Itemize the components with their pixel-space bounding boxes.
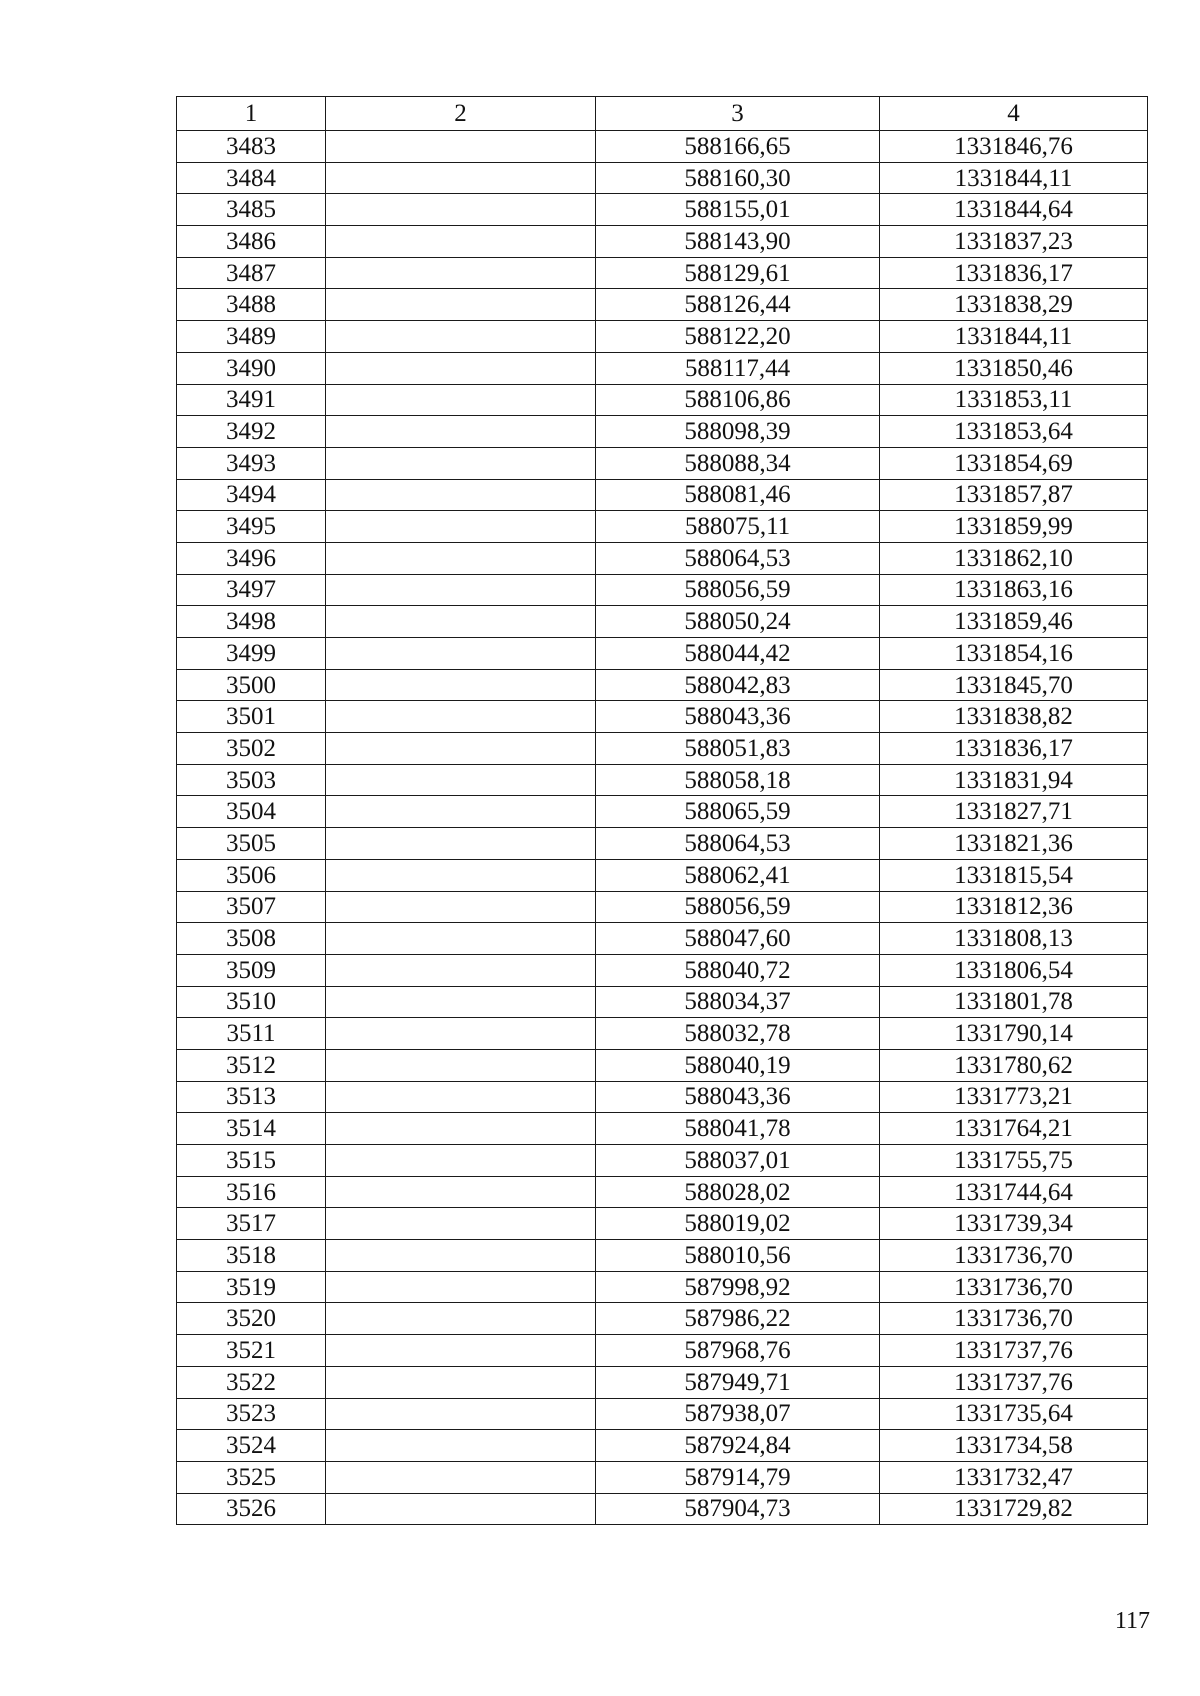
table-row — [177, 1366, 1148, 1398]
table-row — [177, 891, 1148, 923]
description-cell — [326, 1113, 596, 1145]
point-number-cell: 3507 — [177, 891, 326, 923]
x-coordinate-cell: 588010,56 — [596, 1240, 880, 1272]
x-coordinate-cell: 588044,42 — [596, 638, 880, 670]
point-number-cell: 3500 — [177, 669, 326, 701]
description-cell — [326, 194, 596, 226]
y-coordinate-cell: 1331863,16 — [880, 574, 1148, 606]
description-cell — [326, 796, 596, 828]
point-number-cell: 3483 — [177, 131, 326, 163]
header-row — [177, 97, 1148, 131]
x-coordinate-cell: 588122,20 — [596, 321, 880, 353]
table-row — [177, 1493, 1148, 1525]
x-coordinate-cell: 588040,19 — [596, 1049, 880, 1081]
description-cell — [326, 131, 596, 163]
table-row — [177, 162, 1148, 194]
table-row — [177, 289, 1148, 321]
y-coordinate-cell: 1331845,70 — [880, 669, 1148, 701]
x-coordinate-cell: 587904,73 — [596, 1493, 880, 1525]
x-coordinate-cell: 588050,24 — [596, 606, 880, 638]
x-coordinate-cell: 588126,44 — [596, 289, 880, 321]
table-row — [177, 321, 1148, 353]
description-cell — [326, 479, 596, 511]
description-cell — [326, 447, 596, 479]
point-number-cell: 3493 — [177, 447, 326, 479]
y-coordinate-cell: 1331773,21 — [880, 1081, 1148, 1113]
description-cell — [326, 226, 596, 258]
x-coordinate-cell: 588032,78 — [596, 1018, 880, 1050]
description-cell — [326, 891, 596, 923]
y-coordinate-cell: 1331853,64 — [880, 416, 1148, 448]
description-cell — [326, 1461, 596, 1493]
description-cell — [326, 669, 596, 701]
y-coordinate-cell: 1331838,82 — [880, 701, 1148, 733]
point-number-cell: 3526 — [177, 1493, 326, 1525]
y-coordinate-cell: 1331846,76 — [880, 131, 1148, 163]
point-number-cell: 3514 — [177, 1113, 326, 1145]
y-coordinate-cell: 1331735,64 — [880, 1398, 1148, 1430]
header-cell-col-1: 1 — [177, 97, 326, 131]
point-number-cell: 3486 — [177, 226, 326, 258]
point-number-cell: 3499 — [177, 638, 326, 670]
table-row — [177, 638, 1148, 670]
x-coordinate-cell: 588028,02 — [596, 1176, 880, 1208]
x-coordinate-cell: 588019,02 — [596, 1208, 880, 1240]
table-row — [177, 542, 1148, 574]
x-coordinate-cell: 588051,83 — [596, 733, 880, 765]
y-coordinate-cell: 1331729,82 — [880, 1493, 1148, 1525]
table-row — [177, 1145, 1148, 1177]
x-coordinate-cell: 588098,39 — [596, 416, 880, 448]
description-cell — [326, 1018, 596, 1050]
point-number-cell: 3512 — [177, 1049, 326, 1081]
description-cell — [326, 1208, 596, 1240]
description-cell — [326, 1303, 596, 1335]
point-number-cell: 3513 — [177, 1081, 326, 1113]
point-number-cell: 3484 — [177, 162, 326, 194]
point-number-cell: 3494 — [177, 479, 326, 511]
y-coordinate-cell: 1331737,76 — [880, 1366, 1148, 1398]
description-cell — [326, 954, 596, 986]
description-cell — [326, 384, 596, 416]
description-cell — [326, 701, 596, 733]
page-number: 117 — [1114, 1608, 1150, 1634]
y-coordinate-cell: 1331844,64 — [880, 194, 1148, 226]
description-cell — [326, 416, 596, 448]
table-row — [177, 1271, 1148, 1303]
point-number-cell: 3496 — [177, 542, 326, 574]
description-cell — [326, 828, 596, 860]
x-coordinate-cell: 588037,01 — [596, 1145, 880, 1177]
point-number-cell: 3523 — [177, 1398, 326, 1430]
description-cell — [326, 1081, 596, 1113]
y-coordinate-cell: 1331736,70 — [880, 1240, 1148, 1272]
x-coordinate-cell: 587938,07 — [596, 1398, 880, 1430]
y-coordinate-cell: 1331744,64 — [880, 1176, 1148, 1208]
x-coordinate-cell: 587998,92 — [596, 1271, 880, 1303]
y-coordinate-cell: 1331736,70 — [880, 1271, 1148, 1303]
description-cell — [326, 1366, 596, 1398]
point-number-cell: 3491 — [177, 384, 326, 416]
point-number-cell: 3508 — [177, 923, 326, 955]
point-number-cell: 3503 — [177, 764, 326, 796]
description-cell — [326, 289, 596, 321]
point-number-cell: 3525 — [177, 1461, 326, 1493]
x-coordinate-cell: 587986,22 — [596, 1303, 880, 1335]
y-coordinate-cell: 1331734,58 — [880, 1430, 1148, 1462]
x-coordinate-cell: 588117,44 — [596, 352, 880, 384]
point-number-cell: 3497 — [177, 574, 326, 606]
description-cell — [326, 257, 596, 289]
x-coordinate-cell: 588047,60 — [596, 923, 880, 955]
point-number-cell: 3488 — [177, 289, 326, 321]
x-coordinate-cell: 588064,53 — [596, 542, 880, 574]
table-row — [177, 606, 1148, 638]
y-coordinate-cell: 1331764,21 — [880, 1113, 1148, 1145]
x-coordinate-cell: 588143,90 — [596, 226, 880, 258]
x-coordinate-cell: 588064,53 — [596, 828, 880, 860]
table-row — [177, 257, 1148, 289]
description-cell — [326, 923, 596, 955]
y-coordinate-cell: 1331859,46 — [880, 606, 1148, 638]
table-row — [177, 1335, 1148, 1367]
point-number-cell: 3519 — [177, 1271, 326, 1303]
point-number-cell: 3490 — [177, 352, 326, 384]
description-cell — [326, 162, 596, 194]
table-row — [177, 701, 1148, 733]
y-coordinate-cell: 1331836,17 — [880, 733, 1148, 765]
table-row — [177, 1430, 1148, 1462]
x-coordinate-cell: 587924,84 — [596, 1430, 880, 1462]
point-number-cell: 3522 — [177, 1366, 326, 1398]
y-coordinate-cell: 1331859,99 — [880, 511, 1148, 543]
point-number-cell: 3517 — [177, 1208, 326, 1240]
table-row — [177, 131, 1148, 163]
header-cell-col-2: 2 — [326, 97, 596, 131]
header-cell-col-4: 4 — [880, 97, 1148, 131]
description-cell — [326, 1335, 596, 1367]
table-row — [177, 859, 1148, 891]
y-coordinate-cell: 1331862,10 — [880, 542, 1148, 574]
table-row — [177, 1176, 1148, 1208]
table-row — [177, 1049, 1148, 1081]
x-coordinate-cell: 588081,46 — [596, 479, 880, 511]
point-number-cell: 3516 — [177, 1176, 326, 1208]
point-number-cell: 3498 — [177, 606, 326, 638]
point-number-cell: 3524 — [177, 1430, 326, 1462]
y-coordinate-cell: 1331801,78 — [880, 986, 1148, 1018]
y-coordinate-cell: 1331844,11 — [880, 321, 1148, 353]
table-row — [177, 1461, 1148, 1493]
y-coordinate-cell: 1331857,87 — [880, 479, 1148, 511]
table-row — [177, 923, 1148, 955]
table-row — [177, 1113, 1148, 1145]
point-number-cell: 3520 — [177, 1303, 326, 1335]
y-coordinate-cell: 1331780,62 — [880, 1049, 1148, 1081]
description-cell — [326, 321, 596, 353]
point-number-cell: 3502 — [177, 733, 326, 765]
y-coordinate-cell: 1331808,13 — [880, 923, 1148, 955]
description-cell — [326, 986, 596, 1018]
description-cell — [326, 733, 596, 765]
point-number-cell: 3485 — [177, 194, 326, 226]
x-coordinate-cell: 587914,79 — [596, 1461, 880, 1493]
point-number-cell: 3495 — [177, 511, 326, 543]
y-coordinate-cell: 1331737,76 — [880, 1335, 1148, 1367]
description-cell — [326, 1176, 596, 1208]
y-coordinate-cell: 1331755,75 — [880, 1145, 1148, 1177]
point-number-cell: 3511 — [177, 1018, 326, 1050]
description-cell — [326, 1240, 596, 1272]
description-cell — [326, 352, 596, 384]
y-coordinate-cell: 1331837,23 — [880, 226, 1148, 258]
x-coordinate-cell: 588041,78 — [596, 1113, 880, 1145]
point-number-cell: 3489 — [177, 321, 326, 353]
x-coordinate-cell: 587968,76 — [596, 1335, 880, 1367]
x-coordinate-cell: 588160,30 — [596, 162, 880, 194]
description-cell — [326, 1145, 596, 1177]
description-cell — [326, 1493, 596, 1525]
table-header — [177, 97, 1148, 131]
table-row — [177, 479, 1148, 511]
x-coordinate-cell: 588040,72 — [596, 954, 880, 986]
table-row — [177, 669, 1148, 701]
table-row — [177, 1398, 1148, 1430]
point-number-cell: 3518 — [177, 1240, 326, 1272]
x-coordinate-cell: 588056,59 — [596, 574, 880, 606]
y-coordinate-cell: 1331831,94 — [880, 764, 1148, 796]
x-coordinate-cell: 588056,59 — [596, 891, 880, 923]
description-cell — [326, 764, 596, 796]
description-cell — [326, 859, 596, 891]
table-row — [177, 1018, 1148, 1050]
table-row — [177, 954, 1148, 986]
description-cell — [326, 542, 596, 574]
coordinates-table — [176, 96, 1148, 1525]
table-row — [177, 828, 1148, 860]
y-coordinate-cell: 1331853,11 — [880, 384, 1148, 416]
x-coordinate-cell: 588034,37 — [596, 986, 880, 1018]
y-coordinate-cell: 1331850,46 — [880, 352, 1148, 384]
table-row — [177, 416, 1148, 448]
point-number-cell: 3521 — [177, 1335, 326, 1367]
y-coordinate-cell: 1331836,17 — [880, 257, 1148, 289]
x-coordinate-cell: 588129,61 — [596, 257, 880, 289]
description-cell — [326, 574, 596, 606]
header-cell-col-3: 3 — [596, 97, 880, 131]
point-number-cell: 3501 — [177, 701, 326, 733]
y-coordinate-cell: 1331815,54 — [880, 859, 1148, 891]
table-body — [177, 131, 1148, 1525]
point-number-cell: 3504 — [177, 796, 326, 828]
y-coordinate-cell: 1331844,11 — [880, 162, 1148, 194]
point-number-cell: 3515 — [177, 1145, 326, 1177]
y-coordinate-cell: 1331838,29 — [880, 289, 1148, 321]
description-cell — [326, 511, 596, 543]
table-row — [177, 447, 1148, 479]
point-number-cell: 3510 — [177, 986, 326, 1018]
table-row — [177, 1081, 1148, 1113]
x-coordinate-cell: 588075,11 — [596, 511, 880, 543]
description-cell — [326, 1430, 596, 1462]
y-coordinate-cell: 1331739,34 — [880, 1208, 1148, 1240]
x-coordinate-cell: 588106,86 — [596, 384, 880, 416]
table-row — [177, 1303, 1148, 1335]
table-row — [177, 764, 1148, 796]
description-cell — [326, 1398, 596, 1430]
y-coordinate-cell: 1331732,47 — [880, 1461, 1148, 1493]
description-cell — [326, 1271, 596, 1303]
x-coordinate-cell: 588166,65 — [596, 131, 880, 163]
x-coordinate-cell: 588065,59 — [596, 796, 880, 828]
y-coordinate-cell: 1331821,36 — [880, 828, 1148, 860]
y-coordinate-cell: 1331812,36 — [880, 891, 1148, 923]
table-row — [177, 733, 1148, 765]
y-coordinate-cell: 1331790,14 — [880, 1018, 1148, 1050]
y-coordinate-cell: 1331854,69 — [880, 447, 1148, 479]
table-row — [177, 384, 1148, 416]
y-coordinate-cell: 1331827,71 — [880, 796, 1148, 828]
table-row — [177, 194, 1148, 226]
x-coordinate-cell: 588043,36 — [596, 701, 880, 733]
x-coordinate-cell: 588088,34 — [596, 447, 880, 479]
point-number-cell: 3506 — [177, 859, 326, 891]
y-coordinate-cell: 1331854,16 — [880, 638, 1148, 670]
description-cell — [326, 1049, 596, 1081]
x-coordinate-cell: 588042,83 — [596, 669, 880, 701]
table-row — [177, 352, 1148, 384]
point-number-cell: 3492 — [177, 416, 326, 448]
point-number-cell: 3505 — [177, 828, 326, 860]
x-coordinate-cell: 588155,01 — [596, 194, 880, 226]
table-row — [177, 796, 1148, 828]
table-row — [177, 986, 1148, 1018]
x-coordinate-cell: 587949,71 — [596, 1366, 880, 1398]
x-coordinate-cell: 588058,18 — [596, 764, 880, 796]
table-row — [177, 1240, 1148, 1272]
description-cell — [326, 638, 596, 670]
y-coordinate-cell: 1331806,54 — [880, 954, 1148, 986]
y-coordinate-cell: 1331736,70 — [880, 1303, 1148, 1335]
table-row — [177, 1208, 1148, 1240]
x-coordinate-cell: 588062,41 — [596, 859, 880, 891]
point-number-cell: 3509 — [177, 954, 326, 986]
x-coordinate-cell: 588043,36 — [596, 1081, 880, 1113]
point-number-cell: 3487 — [177, 257, 326, 289]
table-row — [177, 574, 1148, 606]
description-cell — [326, 606, 596, 638]
table-row — [177, 226, 1148, 258]
table-row — [177, 511, 1148, 543]
